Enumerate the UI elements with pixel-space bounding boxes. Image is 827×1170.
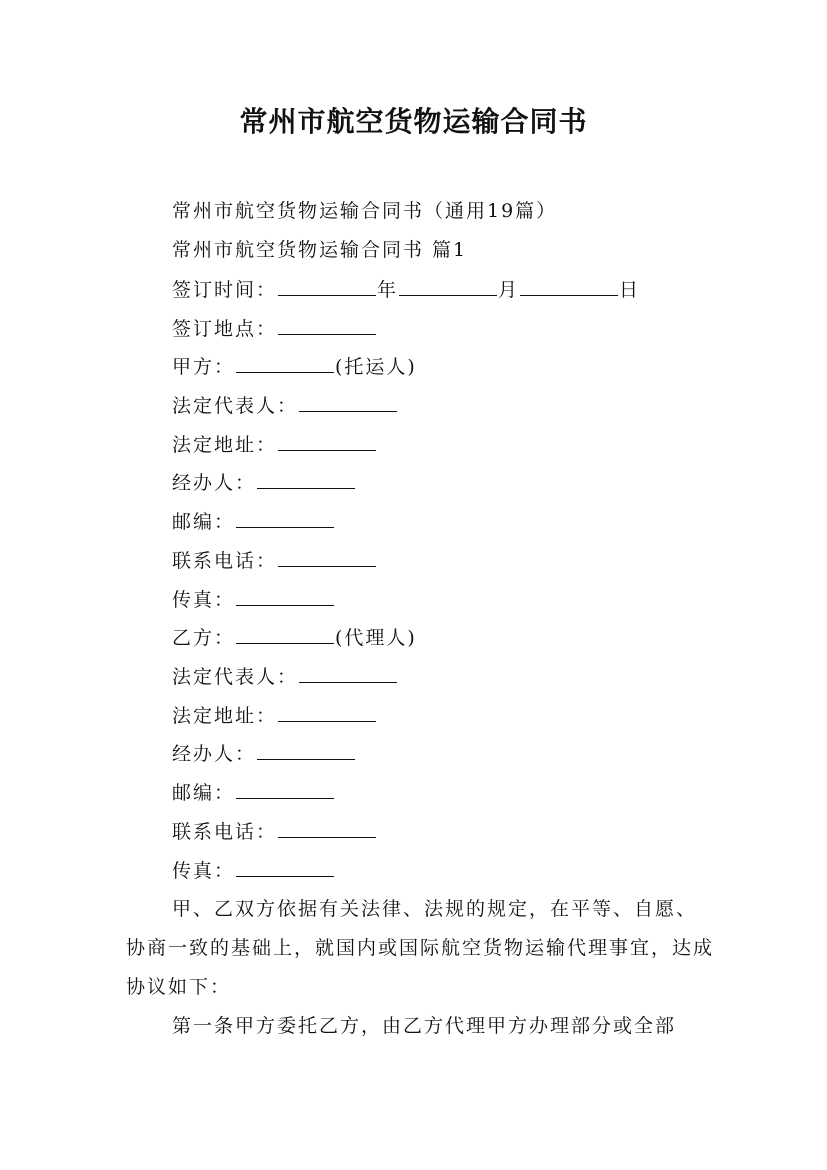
a-handler-label: 经办人： xyxy=(172,472,257,494)
party-a-role: (托运人) xyxy=(335,356,417,378)
a-phone-blank xyxy=(278,548,376,567)
party-b-label: 乙方： xyxy=(172,627,236,649)
document-title: 常州市航空货物运输合同书 xyxy=(239,105,588,138)
a-handler-blank xyxy=(257,470,355,489)
month-blank xyxy=(399,277,497,296)
b-legal-rep-row xyxy=(172,664,398,690)
a-legal-rep-blank xyxy=(299,393,397,412)
a-handler-row xyxy=(172,470,356,496)
sign-time-row xyxy=(172,277,640,303)
b-handler-blank xyxy=(257,741,355,760)
b-fax-blank xyxy=(236,858,334,877)
party-a-row xyxy=(172,354,417,380)
document-subtitle: 常州市航空货物运输合同书（通用19篇） xyxy=(172,200,558,222)
a-phone-label: 联系电话： xyxy=(172,550,278,572)
day-label: 日 xyxy=(619,279,641,301)
b-legal-address-label: 法定地址： xyxy=(172,705,278,727)
sign-time-label: 签订时间： xyxy=(172,279,278,301)
month-label: 月 xyxy=(498,279,520,301)
b-legal-rep-blank xyxy=(299,664,397,683)
a-phone-row xyxy=(172,548,377,574)
a-legal-address-blank xyxy=(278,432,376,451)
party-b-role: (代理人) xyxy=(335,627,417,649)
party-a-label: 甲方： xyxy=(172,356,236,378)
a-postcode-label: 邮编： xyxy=(172,511,236,533)
sign-place-blank xyxy=(278,316,376,335)
sign-place-row xyxy=(172,316,377,342)
day-blank xyxy=(520,277,618,296)
b-fax-row xyxy=(172,858,335,884)
intro-paragraph: 甲、乙双方依据有关法律、法规的规定，在平等、自愿、协商一致的基础上，就国内或国际航空货物运输代理事宜，达成协议如下： xyxy=(126,898,715,998)
a-fax-blank xyxy=(236,587,334,606)
b-postcode-blank xyxy=(236,780,334,799)
section-heading: 常州市航空货物运输合同书 篇1 xyxy=(172,239,468,261)
sign-place-label: 签订地点： xyxy=(172,318,278,340)
article-1-paragraph: 第一条甲方委托乙方，由乙方代理甲方办理部分或全部 xyxy=(172,1015,677,1037)
b-phone-label: 联系电话： xyxy=(172,821,278,843)
b-handler-label: 经办人： xyxy=(172,743,257,765)
a-legal-address-label: 法定地址： xyxy=(172,434,278,456)
b-fax-label: 传真： xyxy=(172,860,236,882)
b-legal-address-blank xyxy=(278,703,376,722)
b-postcode-row xyxy=(172,780,335,806)
b-phone-row xyxy=(172,819,377,845)
a-legal-rep-row xyxy=(172,393,398,419)
a-postcode-row xyxy=(172,509,335,535)
party-b-row xyxy=(172,625,417,651)
party-a-blank xyxy=(236,354,334,373)
b-legal-rep-label: 法定代表人： xyxy=(172,666,299,688)
a-fax-label: 传真： xyxy=(172,589,236,611)
b-phone-blank xyxy=(278,819,376,838)
year-label: 年 xyxy=(377,279,399,301)
b-legal-address-row xyxy=(172,703,377,729)
a-legal-address-row xyxy=(172,432,377,458)
b-postcode-label: 邮编： xyxy=(172,782,236,804)
b-handler-row xyxy=(172,741,356,767)
a-postcode-blank xyxy=(236,509,334,528)
party-b-blank xyxy=(236,625,334,644)
a-legal-rep-label: 法定代表人： xyxy=(172,395,299,417)
year-blank xyxy=(278,277,376,296)
a-fax-row xyxy=(172,587,335,613)
